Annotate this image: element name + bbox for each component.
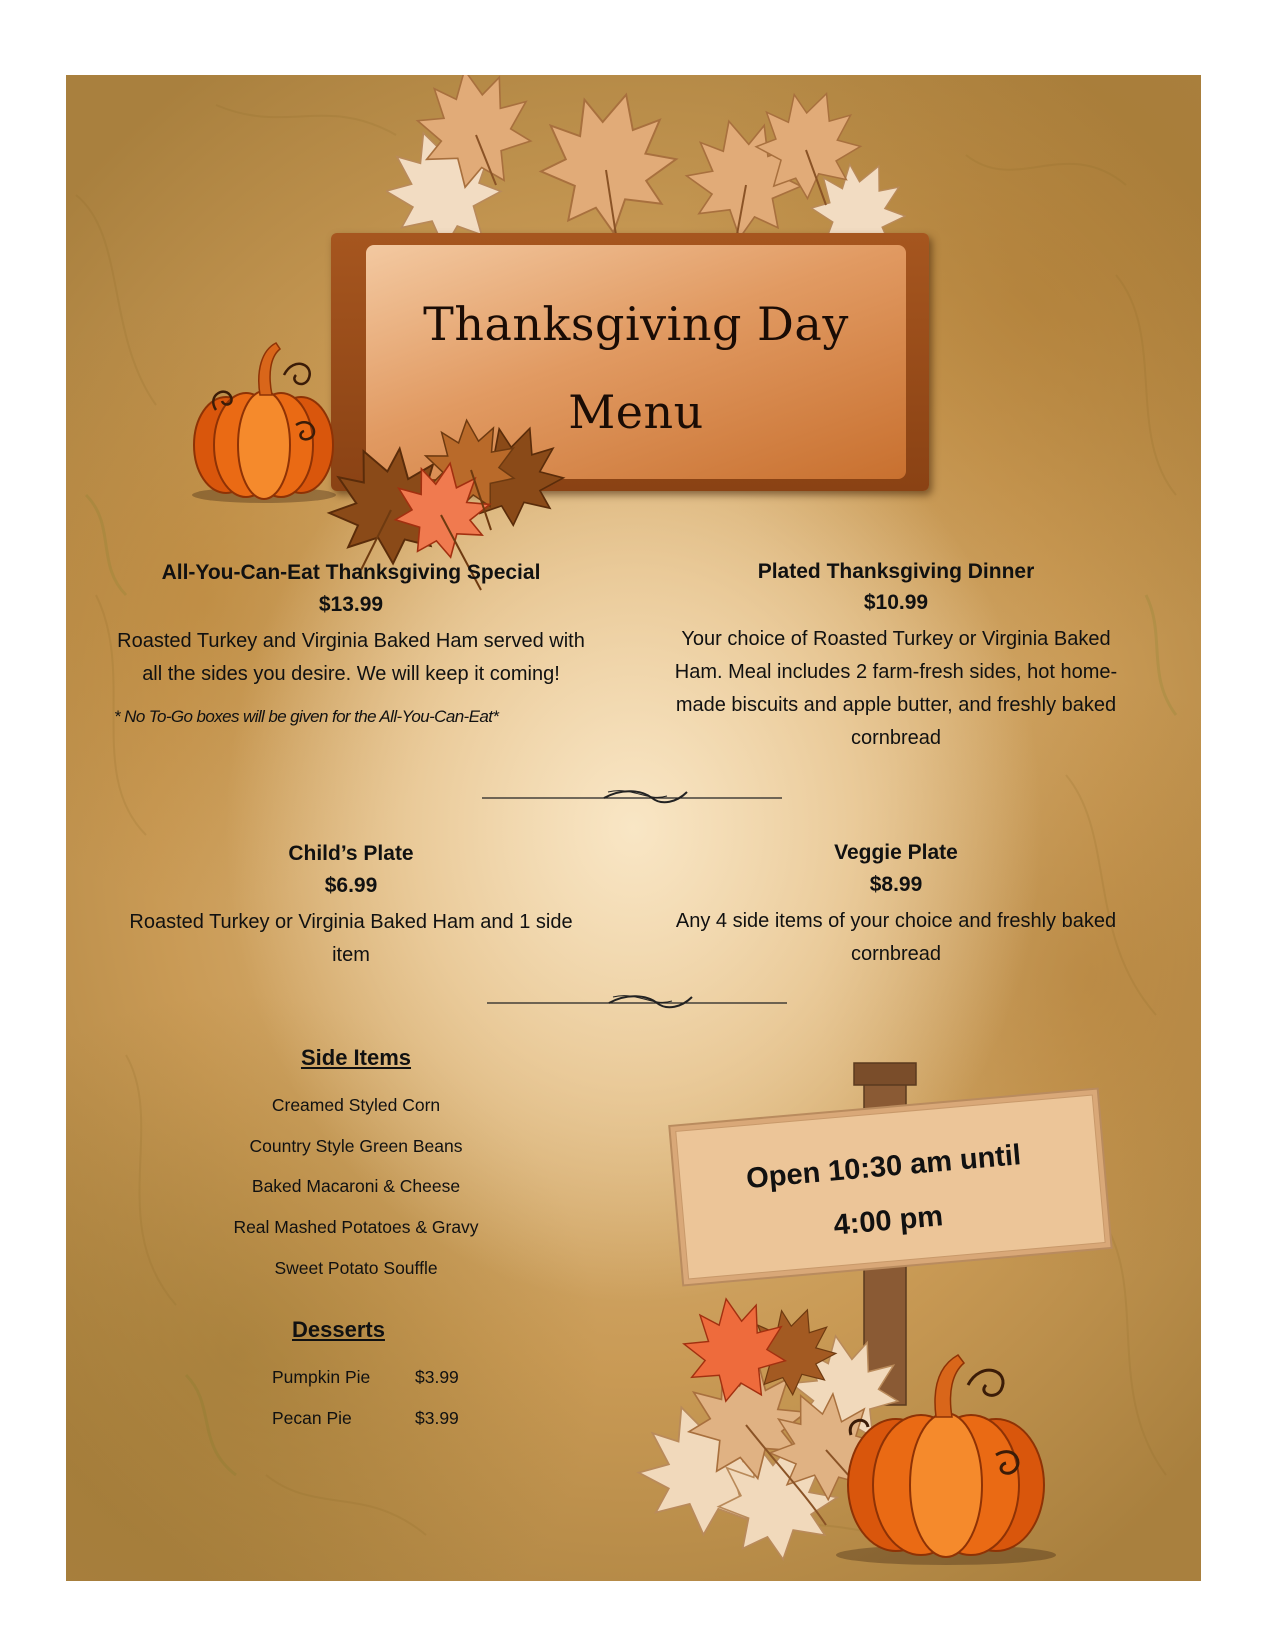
special-price-childs-plate: $6.99 [324,874,378,897]
dessert-price: $3.99 [415,1367,459,1387]
desserts-heading: Desserts [292,1317,385,1342]
side-item: Sweet Potato Souffle [274,1258,438,1278]
dessert-row [272,1367,492,1391]
special-title-childs-plate: Child’s Plate [288,842,414,865]
description-line: Roasted Turkey or Virginia Baked Ham and 1 side [129,911,573,933]
special-description-plated-dinner [646,623,1146,755]
divider-flourish [482,780,782,810]
description-line: made biscuits and apple butter, and freshly baked [675,694,1117,716]
special-description-all-you-can-eat [86,625,616,691]
divider-flourish [487,985,787,1015]
side-item: Creamed Styled Corn [271,1095,441,1115]
dessert-name: Pumpkin Pie [272,1367,371,1387]
special-price-veggie-plate: $8.99 [869,873,923,896]
description-line: item [332,944,370,966]
dessert-name: Pecan Pie [272,1408,352,1428]
side-item: Real Mashed Potatoes & Gravy [233,1217,479,1237]
dessert-price: $3.99 [415,1408,459,1428]
hours-line-2: 4:00 pm [832,1200,945,1242]
hours-line-1: Open 10:30 am until [744,1139,1023,1196]
special-title-veggie-plate: Veggie Plate [834,841,958,864]
special-description-veggie-plate [646,905,1146,971]
to-go-note: * No To-Go boxes will be given for the All-You-Can-Eat* [114,707,499,726]
side-items-heading: Side Items [300,1045,412,1070]
special-title-all-you-can-eat: All-You-Can-Eat Thanksgiving Special [161,561,541,584]
description-line: cornbread [850,943,942,965]
description-line: Your choice of Roasted Turkey or Virginia Baked [681,628,1111,650]
side-item: Baked Macaroni & Cheese [251,1176,461,1196]
special-price-plated-dinner: $10.99 [863,591,929,614]
title-line-2: Menu [568,385,704,439]
description-line: cornbread [850,727,942,749]
special-title-plated-dinner: Plated Thanksgiving Dinner [757,560,1035,583]
dessert-row [272,1408,492,1432]
description-line: Ham. Meal includes 2 farm-fresh sides, hot home- [674,661,1118,683]
description-line: Any 4 side items of your choice and freshly baked [675,910,1117,932]
description-line: all the sides you desire. We will keep it coming! [142,663,560,685]
description-line: Roasted Turkey and Virginia Baked Ham served with [117,630,585,652]
title-line-1: Thanksgiving Day [423,297,849,351]
top-leaves-decoration [386,75,906,255]
menu-page [66,75,1201,1581]
special-description-childs-plate [86,906,616,972]
special-price-all-you-can-eat: $13.99 [318,593,384,616]
side-item: Country Style Green Beans [249,1136,463,1156]
